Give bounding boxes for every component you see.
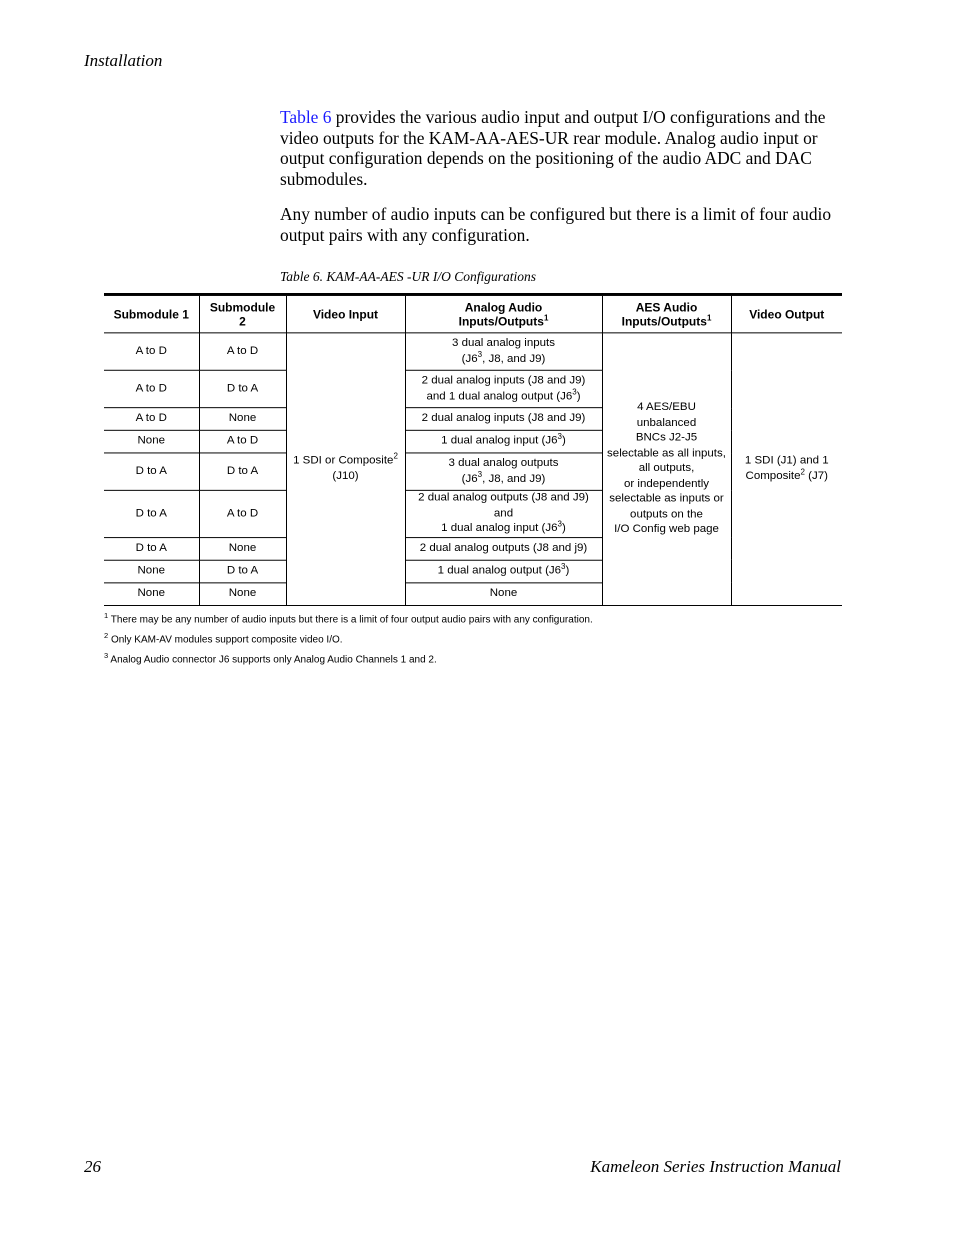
cell-analog-audio: 2 dual analog outputs (J8 and J9) and 1 dual analog input $(J6^3)$: [405, 490, 602, 537]
header-submodule-1: Submodule 1: [104, 294, 199, 332]
cell-submodule-1: None: [104, 582, 199, 605]
page-number: 26: [84, 1157, 101, 1176]
table-header-row: [104, 294, 842, 332]
limit-paragraph: Any number of audio inputs can be configured but there is a limit of four audio output pairs with any configuration.: [280, 204, 832, 245]
cell-submodule-1: D to A: [104, 453, 199, 490]
running-head: Installation: [84, 51, 163, 70]
cell-submodule-2: A to D: [199, 333, 286, 370]
cell-analog-audio: 2 dual analog inputs (J8 and J9): [405, 408, 602, 431]
cell-submodule-1: None: [104, 430, 199, 453]
table-row: [104, 333, 842, 370]
cell-analog-audio: None: [405, 582, 602, 605]
manual-title: Kameleon Series Instruction Manual: [590, 1157, 841, 1176]
cell-aes-audio: 4 AES/EBU unbalanced BNCs J2-J5 selectable as all inputs, all outputs, or independently selectable as inputs or outputs on the I/O Config web page: [602, 333, 731, 605]
cell-submodule-1: A to D: [104, 370, 199, 407]
cell-submodule-2: None: [199, 582, 286, 605]
header-analog-audio: Analog Audio Inputs/Outputs$^1$: [405, 294, 602, 332]
footnote-2: $^2$ Only KAM-AV modules support composite video I/O.: [104, 631, 343, 646]
header-aes-audio: AES Audio Inputs/Outputs$^1$: [602, 294, 731, 332]
footnote-3: $^3$ Analog Audio connector J6 supports only Analog Audio Channels 1 and 2.: [104, 651, 437, 666]
footnote-1: $^1$ There may be any number of audio inputs but there is a limit of four output audio pairs with any configuration.: [104, 611, 593, 626]
cell-analog-audio: 1 dual analog output $(J6^3)$: [405, 560, 602, 583]
cell-submodule-2: A to D: [199, 490, 286, 537]
cell-submodule-2: None: [199, 537, 286, 560]
cell-analog-audio: 2 dual analog inputs (J8 and J9) and 1 dual analog output $(J6^3)$: [405, 370, 602, 407]
cell-video-output: 1 SDI (J1) and 1 Composite$^2$ (J7): [731, 333, 842, 605]
cell-video-input: 1 SDI or Composite$^2$ (J10): [286, 333, 405, 605]
io-config-table: [104, 293, 842, 606]
intro-paragraph: [280, 107, 840, 189]
cell-submodule-1: D to A: [104, 537, 199, 560]
header-submodule-2: Submodule 2: [199, 294, 286, 332]
table-caption: Table 6. KAM-AA-AES -UR I/O Configurations: [280, 269, 536, 284]
cell-submodule-1: None: [104, 560, 199, 583]
cell-analog-audio: 2 dual analog outputs (J8 and j9): [405, 537, 602, 560]
table-6-link[interactable]: Table 6: [280, 107, 332, 127]
header-video-output: Video Output: [731, 294, 842, 332]
cell-analog-audio: 3 dual analog outputs ($J6^3$, J8, and J9): [405, 453, 602, 490]
cell-submodule-1: A to D: [104, 408, 199, 431]
cell-submodule-2: None: [199, 408, 286, 431]
cell-submodule-2: D to A: [199, 370, 286, 407]
cell-submodule-2: D to A: [199, 560, 286, 583]
cell-submodule-2: D to A: [199, 453, 286, 490]
cell-submodule-2: A to D: [199, 430, 286, 453]
cell-analog-audio: 1 dual analog input $(J6^3)$: [405, 430, 602, 453]
intro-paragraph-text: provides the various audio input and output I/O configurations and the video outputs for the KAM-AA-AES-UR rear module. Analog audio input or output configuration depends on the positioning of the audio ADC and DAC submodules.: [280, 107, 826, 189]
cell-submodule-1: A to D: [104, 333, 199, 370]
cell-analog-audio: 3 dual analog inputs ($J6^3$, J8, and J9): [405, 333, 602, 370]
cell-submodule-1: D to A: [104, 490, 199, 537]
table-footnotes: [104, 607, 844, 667]
header-video-input: Video Input: [286, 294, 405, 332]
